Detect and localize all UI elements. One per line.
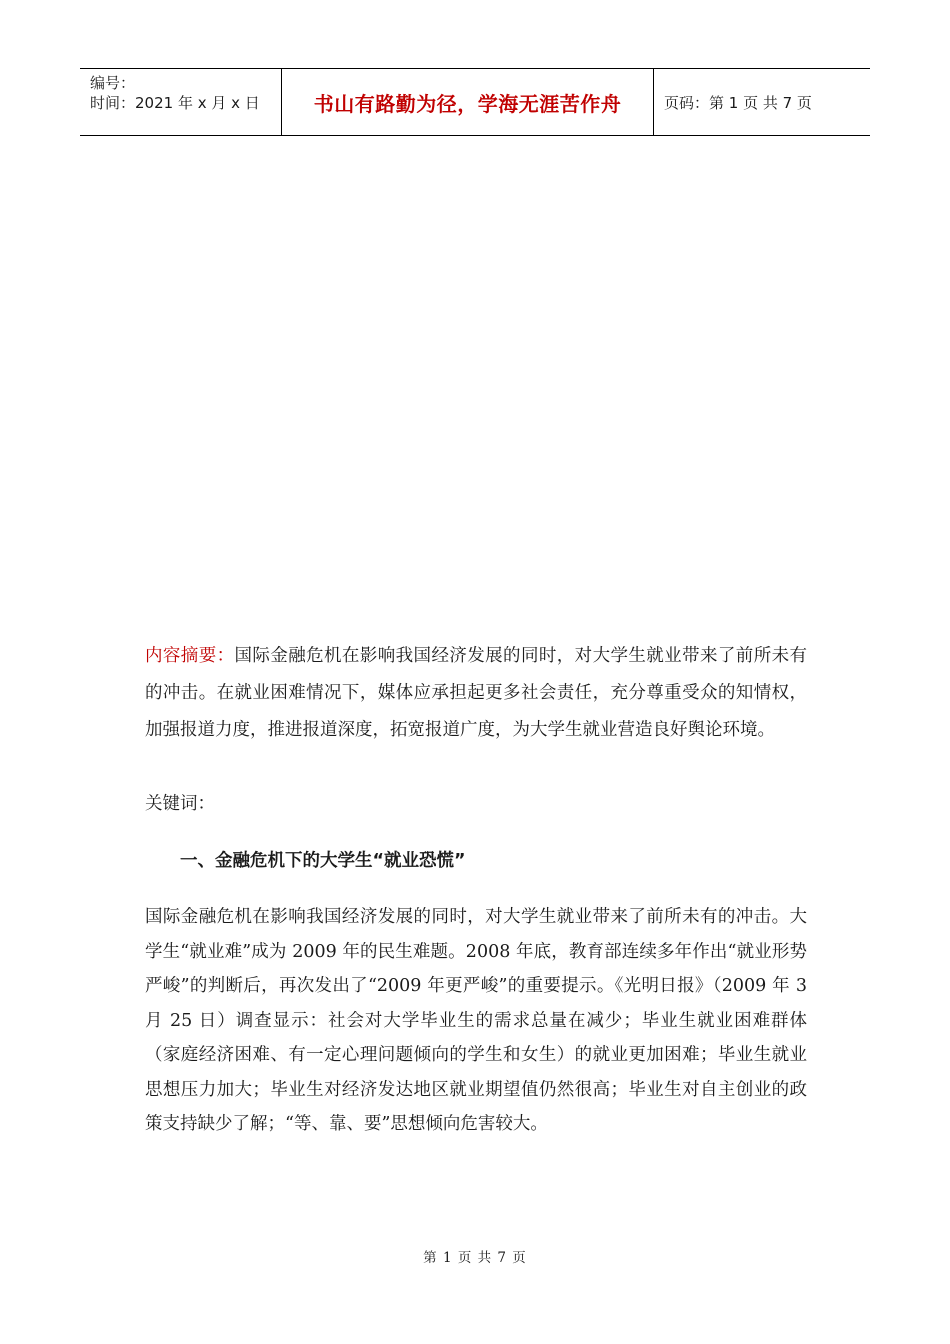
abstract-text: 国际金融危机在影响我国经济发展的同时，对大学生就业带来了前所未有的冲击。在就业困难情况下，媒体应承担起更多社会责任，充分尊重受众的知情权，加强报道力度，推进报道深度，拓宽报道广度，为大学生就业营造良好舆论环境。	[145, 646, 807, 740]
keywords-line	[145, 786, 807, 823]
keywords-label: 关键词：	[145, 794, 215, 814]
document-number-label: 编号：	[90, 74, 136, 92]
header-page-info	[654, 69, 870, 135]
section-heading: 一、金融危机下的大学生“就业恐慌”	[180, 851, 466, 871]
abstract-paragraph	[145, 638, 807, 749]
page-footer: 第 1 页 共 7 页	[423, 1250, 527, 1266]
header-meta-cell	[80, 69, 281, 135]
document-time-label: 时间：2021 年 x 月 x 日	[90, 94, 260, 112]
document-header	[80, 68, 870, 136]
body-paragraph: 国际金融危机在影响我国经济发展的同时，对大学生就业带来了前所未有的冲击。大学生“就业难”成为 2009 年的民生难题。2008 年底，教育部连续多年作出“就业形势严峻”的判断后，再次发出了“2009 年更严峻”的重要提示。《光明日报》（2009 年 3 月 25 日）调查显示：社会对大学毕业生的需求总量在减少；毕业生就业困难群体（家庭经济困难、有一定心理问题倾向的学生和女生）的就业更加困难；毕业生就业思想压力加大；毕业生对经济发达地区就业期望值仍然很高；毕业生对自主创业的政策支持缺少了解；“等、靠、要”思想倾向危害较大。	[145, 907, 807, 1134]
header-page-label: 页码：第 1 页 共 7 页	[664, 93, 812, 112]
header-motto: 书山有路勤为径，学海无涯苦作舟	[281, 69, 654, 135]
abstract-label: 内容摘要：	[145, 646, 235, 666]
